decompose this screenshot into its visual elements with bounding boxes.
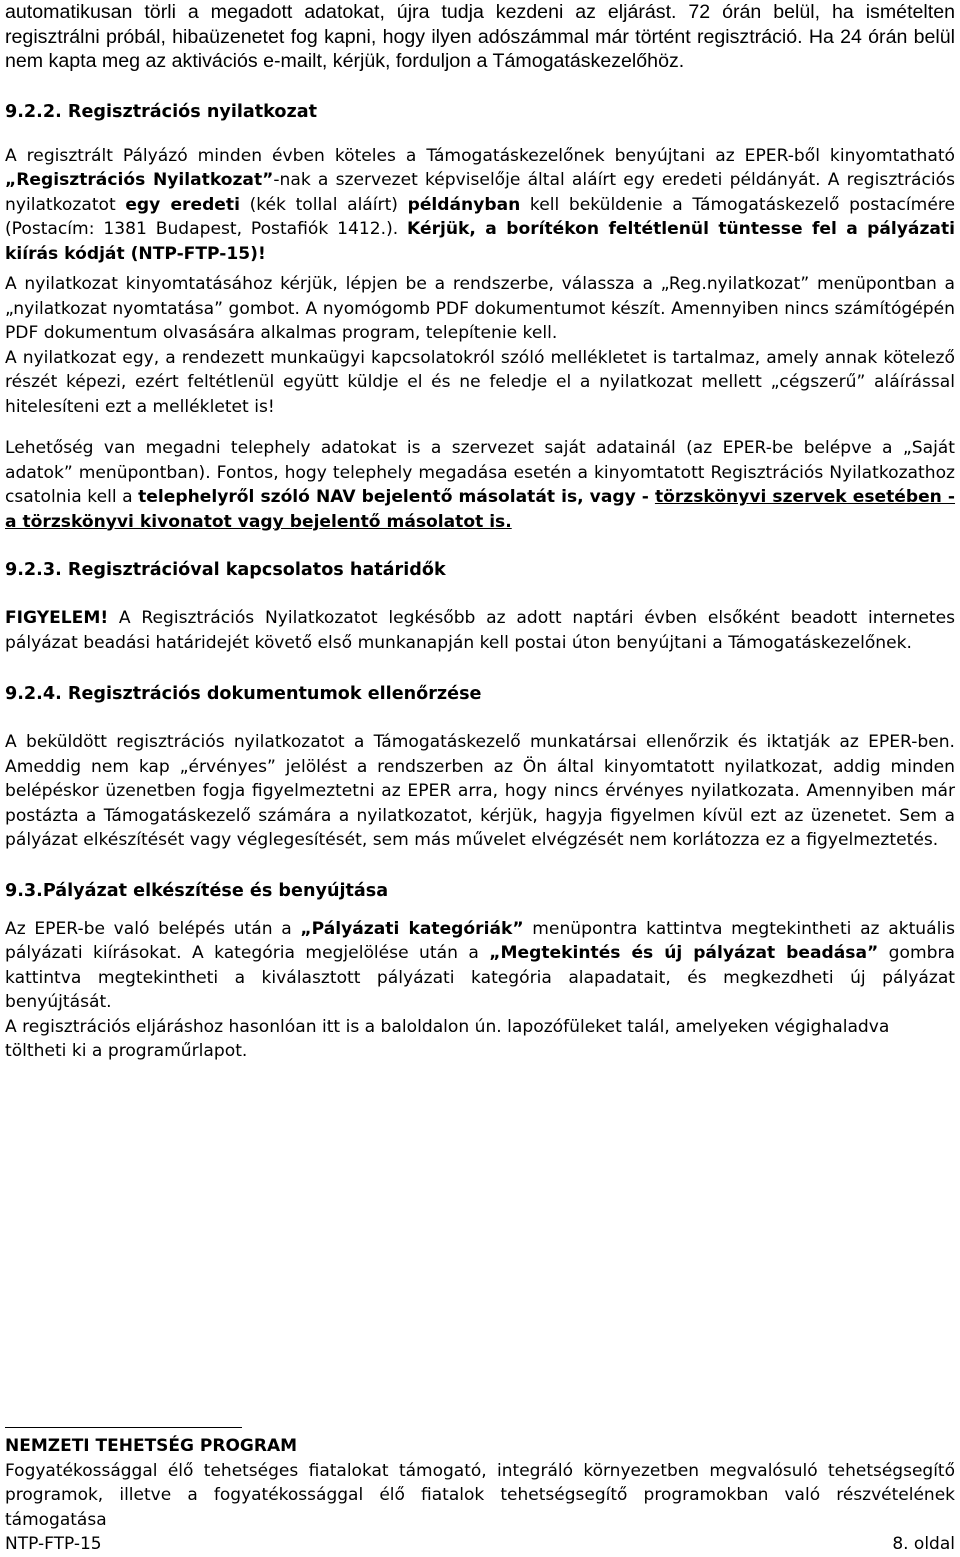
section-heading-9-2-2: 9.2.2. Regisztrációs nyilatkozat — [5, 101, 317, 122]
underlined-bold-text: törzskönyvi szervek esetében - a törzskönyvi kivonatot vagy bejelentő másolatot is. — [5, 487, 956, 532]
bold-text: példányban — [407, 194, 521, 215]
text-run: gombra kattintva megtekintheti a kiválasztott pályázati kategória alapadatait, és megkezdheti új pályázat benyújtását. — [5, 943, 955, 1012]
attachment-paragraph: A nyilatkozat egy, a rendezett munkaügyi kapcsolatokról szóló mellékletet is tartalmaz, amely annak kötelező részét képezi, ezért feltétlenül együtt küldje el és ne feledje el a nyilatkozat mellett „cégszerű” aláírással hitelesíteni ezt a mellékletet is! — [5, 347, 955, 417]
deadline-paragraph — [5, 606, 955, 655]
footer-last-line — [5, 1532, 955, 1557]
document-page — [5, 0, 955, 1064]
document-check-paragraph: A beküldött regisztrációs nyilatkozatot a Támogatáskezelő munkatársai ellenőrzik és iktatják az EPER-ben. Ameddig nem kap „érvényes” jelölést a rendszerben az Ön által kinyomtatott nyilatkozat, addig minden belépéskor üzenetben fogja figyelmeztetni az EPER arra, hogy nincs érvényes nyilatkozata. Amennyiben már postázta a Támogatáskezelő számára a nyilatkozatot, kérjük, hagyja figyelmen kívül ezt az üzenetet. Sem a pályázat elkészítését vagy véglegesítését, sem más művelet elvégzését nem korlátozza ez a figyelmeztetés. — [5, 732, 955, 850]
bold-text: „Megtekintés és új pályázat beadása” — [489, 943, 879, 963]
page-number: 8. oldal — [892, 1534, 955, 1554]
bold-text: telephelyről szóló NAV bejelentő másolatát is, vagy - — [138, 487, 655, 507]
bold-text: FIGYELEM! — [5, 608, 109, 628]
tabs-paragraph: A regisztrációs eljáráshoz hasonlóan itt is a baloldalon ún. lapozófüleket talál, amelyeken végighaladva töltheti ki a programűrlapot. — [5, 1016, 890, 1061]
text-run: Lehetőség van megadni telephely adatokat is a szervezet saját adatainál (az EPER-be belépve a „Saját adatok” menüpontban). Fontos, hogy telephely megadása esetén a kinyomtatott Regisztrációs Nyilatkozathoz csatolnia kell a — [5, 438, 955, 507]
bold-text: „Pályázati kategóriák” — [300, 918, 524, 939]
print-instructions-paragraph: A nyilatkozat kinyomtatásához kérjük, lépjen be a rendszerbe, válassza a „Reg.nyilatkozat” menüpontban a „nyilatkozat nyomtatása” gombot. A nyomógomb PDF dokumentumot készít. Amennyiben nincs számítógépén PDF dokumentum olvasására alkalmas program, telepítenie kell. — [5, 274, 955, 343]
section-heading-9-3: 9.3.Pályázat elkészítése és benyújtása — [5, 880, 389, 901]
text-run: kell beküldenie a Támogatáskezelő postacímére (Postacím: 1381 Budapest, Postafiók 1412.). — [5, 194, 956, 239]
text-run: A regisztrált Pályázó minden évben köteles a Támogatáskezelőnek benyújtani az EPER-ből kinyomtatható — [5, 145, 955, 166]
footer-divider — [5, 1427, 242, 1428]
application-paragraph — [5, 917, 955, 1015]
registration-statement-paragraph — [5, 144, 955, 267]
footer-program-title: NEMZETI TEHETSÉG PROGRAM — [5, 1436, 298, 1456]
section-heading-9-2-4: 9.2.4. Regisztrációs dokumentumok ellenőrzése — [5, 684, 482, 704]
footer-program-subtitle: Fogyatékossággal élő tehetséges fiatalokat támogató, integráló környezetben megvalósuló tehetségsegítő programok, illetve a fogyatékossággal élő fiatalok tehetségsegítő programokban való részvételének támogatása — [5, 1460, 955, 1530]
text-run: -nak a szervezet képviselője által aláírt egy eredeti példányát. A regisztrációs nyilatkozatot — [5, 170, 956, 215]
footer-text — [5, 1434, 955, 1557]
text-run: A Regisztrációs Nyilatkozatot legkésőbb az adott naptári évben elsőként beadott internetes pályázat beadási határidejét követő első munkanapján kell postai úton benyújtani a Támogatáskezelőnek. — [5, 608, 955, 653]
section-heading-9-2-3: 9.2.3. Regisztrációval kapcsolatos határidők — [5, 560, 446, 580]
site-data-paragraph — [5, 436, 955, 534]
text-run: (kék tollal aláírt) — [239, 194, 408, 215]
intro-paragraph: automatikusan törli a megadott adatokat, újra tudja kezdeni az eljárást. 72 órán belül, ha ismételten regisztrálni próbál, hibaüzenetet fog kapni, hogy ilyen adószámmal már történt regisztráció. Ha 24 órán belül nem kapta meg az aktivációs e-mailt, kérjük, forduljon a Támogatáskezelőhöz. — [5, 1, 955, 72]
text-run: Az EPER-be való belépés után a — [5, 918, 301, 939]
text-run: menüpontra kattintva megtekintheti az aktuális pályázati kiírásokat. A kategória megjelölése után a — [5, 918, 956, 963]
page-footer — [5, 1427, 955, 1557]
footer-code: NTP-FTP-15 — [5, 1534, 102, 1554]
bold-text: Kérjük, a borítékon feltétlenül tüntesse fel a pályázati kiírás kódját (NTP-FTP-15)! — [5, 219, 955, 264]
bold-text: „Regisztrációs Nyilatkozat” — [5, 170, 274, 190]
bold-text: egy eredeti — [125, 194, 240, 215]
